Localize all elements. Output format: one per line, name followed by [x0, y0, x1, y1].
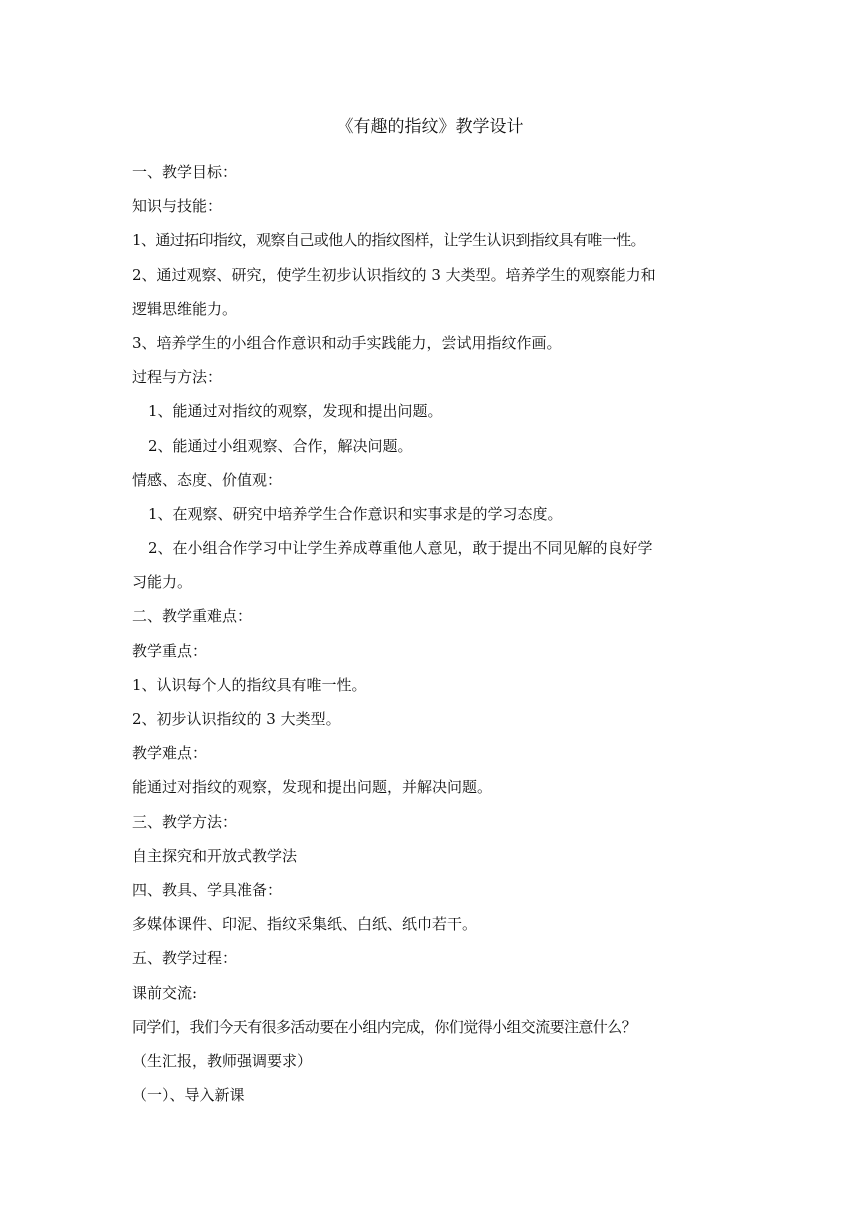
subheading-difficult-points: 教学难点： [132, 744, 208, 763]
paragraph-line: 2、在小组合作学习中让学生养成尊重他人意见，敢于提出不同见解的良好学 [148, 539, 653, 558]
paragraph-line: 2、初步认识指纹的 3 大类型。 [132, 710, 341, 728]
subheading-process-methods: 过程与方法： [132, 368, 223, 387]
paragraph-line: （生汇报，教师强调要求） [132, 1051, 313, 1070]
paragraph-line: 自主探究和开放式教学法 [132, 846, 298, 865]
paragraph-line: 3、培养学生的小组合作意识和动手实践能力，尝试用指纹作画。 [132, 333, 562, 352]
subheading-knowledge-skills: 知识与技能： [132, 197, 223, 216]
paragraph-line: 多媒体课件、印泥、指纹采集纸、白纸、纸巾若干。 [132, 915, 478, 934]
paragraph-line: 1、能通过对指纹的观察，发现和提出问题。 [148, 402, 443, 421]
section-heading-key-difficult-points: 二、教学重难点： [132, 607, 253, 626]
paragraph-line: 2、能通过小组观察、合作，解决问题。 [148, 436, 413, 455]
paragraph-line: 习能力。 [132, 573, 193, 592]
section-heading-teaching-process: 五、教学过程： [132, 949, 238, 968]
subheading-pre-class-exchange: 课前交流: [132, 983, 198, 1002]
section-heading-teaching-aids: 四、教具、学具准备： [132, 880, 283, 899]
paragraph-line: 2、通过观察、研究，使学生初步认识指纹的 3 大类型。培养学生的观察能力和 [132, 265, 656, 284]
subheading-emotion-attitude-values: 情感、态度、价值观： [132, 470, 283, 489]
paragraph-line: 同学们，我们今天有很多活动要在小组内完成，你们觉得小组交流要注意什么？ [132, 1017, 637, 1036]
paragraph-line: 1、通过拓印指纹，观察自己或他人的指纹图样，让学生认识到指纹具有唯一性。 [132, 231, 645, 250]
paragraph-line: 1、在观察、研究中培养学生合作意识和实事求是的学习态度。 [148, 504, 563, 523]
section-heading-teaching-methods: 三、教学方法： [132, 812, 238, 831]
section-heading-objectives: 一、教学目标： [132, 163, 238, 181]
document-title: 《有趣的指纹》教学设计 [336, 117, 524, 137]
subheading-introduce-new-lesson: （一）、导入新课 [132, 1086, 245, 1105]
paragraph-line: 能通过对指纹的观察，发现和提出问题，并解决问题。 [132, 778, 493, 797]
paragraph-line: 逻辑思维能力。 [132, 299, 238, 318]
paragraph-line: 1、认识每个人的指纹具有唯一性。 [132, 675, 367, 694]
document-body [132, 155, 742, 1112]
subheading-key-points: 教学重点： [132, 641, 208, 660]
